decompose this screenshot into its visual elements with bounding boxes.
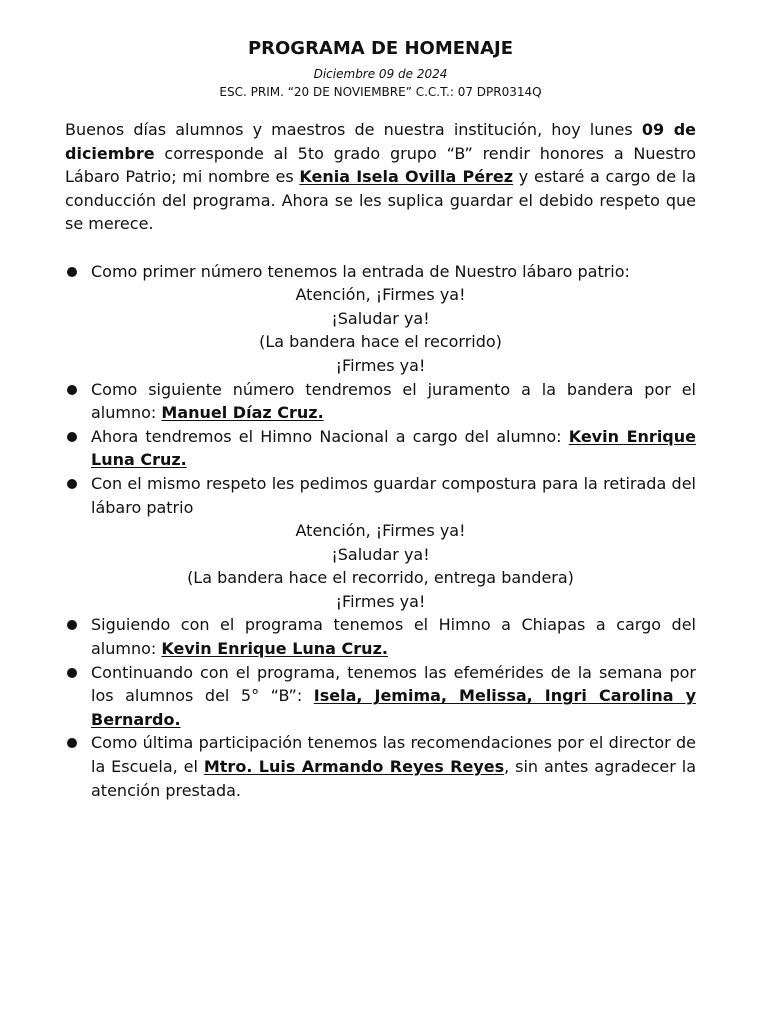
intro-text-2: corresponde al 5to grado grupo “B” rendir honores a Nuestro Lábaro Patrio; mi nombre es	[65, 143, 696, 187]
list-item	[65, 260, 696, 378]
list-item	[65, 472, 696, 614]
document-title: PROGRAMA DE HOMENAJE	[247, 38, 514, 59]
item-text-tail: , sin antes agradecer la atención prestada.	[91, 757, 697, 800]
command-line: ¡Saludar ya!	[331, 544, 430, 564]
item-text: Como siguiente número tendremos el juramento a la bandera por el alumno:	[91, 379, 696, 423]
item-text: Con el mismo respeto les pedimos guardar compostura para la retirada del lábaro patrio	[91, 473, 696, 517]
list-item	[65, 425, 696, 472]
bullet-icon	[67, 432, 77, 442]
list-item	[65, 731, 696, 802]
command-line: ¡Firmes ya!	[335, 355, 426, 375]
list-item	[65, 613, 696, 660]
participant-name: Kevin Enrique Luna Cruz.	[161, 639, 388, 659]
bullet-icon	[67, 668, 77, 678]
bullet-icon	[67, 620, 77, 630]
item-text: Siguiendo con el programa tenemos el Himno a Chiapas a cargo del alumno:	[91, 615, 696, 659]
participant-name: Kevin Enrique Luna Cruz.	[91, 426, 697, 470]
participant-name: Mtro. Luis Armando Reyes Reyes	[203, 757, 505, 777]
bullet-icon	[67, 738, 77, 748]
item-text: Como primer número tenemos la entrada de Nuestro lábaro patrio:	[91, 261, 630, 281]
command-line: Atención, ¡Firmes ya!	[295, 521, 466, 541]
bullet-icon	[67, 385, 77, 395]
item-text: Como última participación tenemos las recomendaciones por el director de la Escuela, el	[91, 733, 696, 777]
intro-date-bold: 09 de diciembre	[65, 120, 697, 163]
list-item	[65, 661, 696, 732]
intro-text-1: Buenos días alumnos y maestros de nuestra institución, hoy lunes	[65, 120, 642, 139]
command-line: Atención, ¡Firmes ya!	[295, 285, 466, 305]
school-line: ESC. PRIM. “20 DE NOVIEMBRE” C.C.T.: 07 DPR0314Q	[219, 85, 542, 99]
bullet-icon	[67, 267, 77, 277]
intro-paragraph	[65, 118, 696, 236]
command-line: ¡Firmes ya!	[335, 591, 426, 611]
host-name: Kenia Isela Ovilla Pérez	[299, 167, 514, 187]
participant-name: Manuel Díaz Cruz.	[161, 403, 324, 423]
item-text: Ahora tendremos el Himno Nacional a cargo del alumno:	[91, 426, 569, 446]
program-list	[65, 260, 696, 803]
document-date: Diciembre 09 de 2024	[313, 67, 448, 81]
participant-name: Isela, Jemima, Melissa, Ingri Carolina y Bernardo.	[91, 686, 696, 729]
command-line: ¡Saludar ya!	[331, 308, 430, 328]
list-item	[65, 378, 696, 425]
item-text: Continuando con el programa, tenemos las efemérides de la semana por los alumnos del 5° “B”:	[91, 662, 696, 706]
bullet-icon	[67, 479, 77, 489]
intro-text-3: y estaré a cargo de la conducción del programa. Ahora se les suplica guardar el debido respeto que se merece.	[65, 167, 697, 234]
command-line: (La bandera hace el recorrido, entrega bandera)	[187, 568, 574, 588]
command-line: (La bandera hace el recorrido)	[259, 332, 502, 352]
